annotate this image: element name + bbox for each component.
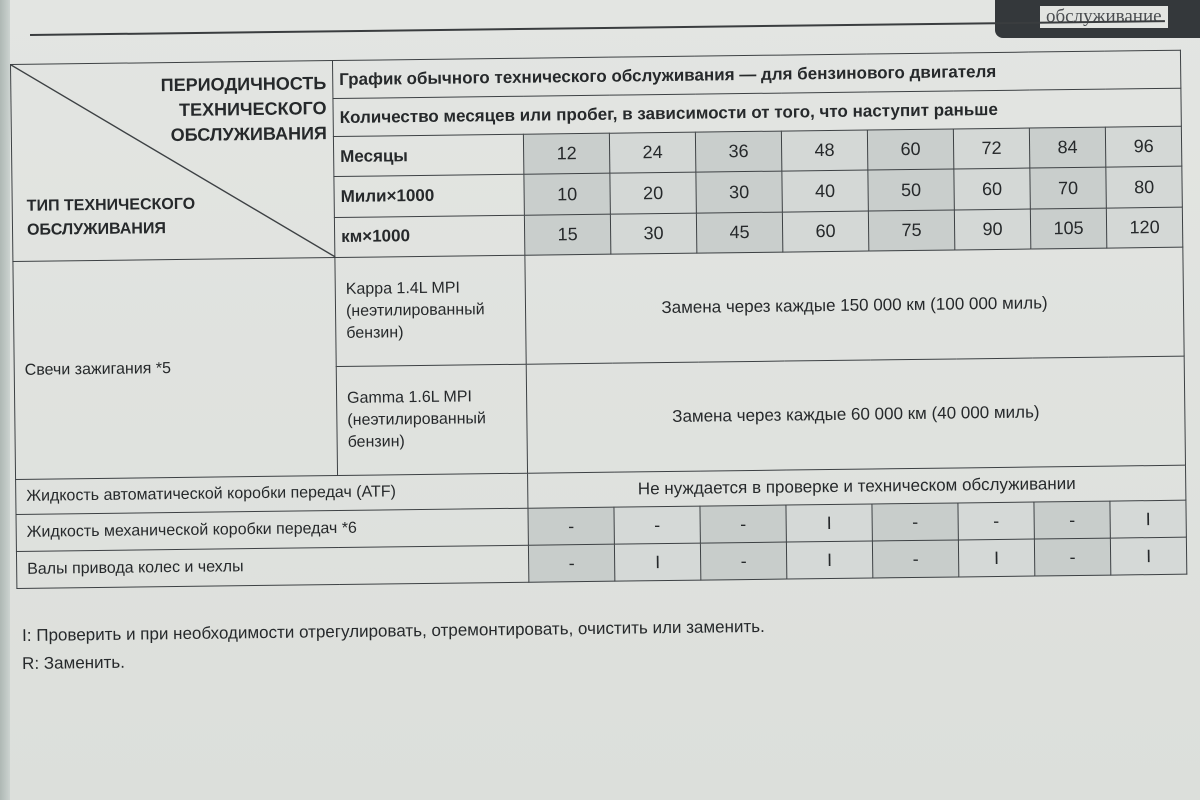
schedule-mark: - — [528, 544, 614, 582]
interval-value: 36 — [695, 131, 781, 172]
schedule-mark: I — [1110, 500, 1187, 538]
legend-r: R: Заменить. — [22, 652, 126, 673]
interval-value: 30 — [696, 172, 782, 213]
schedule-mark: - — [1034, 538, 1110, 576]
schedule-mark: - — [958, 502, 1034, 540]
engine-line: (неэтилированный — [347, 410, 487, 429]
atf-text: Не нуждается в проверке и техническом обслуживании — [528, 465, 1186, 508]
schedule-mark: I — [786, 504, 872, 542]
header-corner-cell — [11, 61, 335, 262]
interval-value: 24 — [609, 132, 695, 173]
section-title: обслуживание — [1040, 6, 1168, 28]
interval-label: км×1000 — [334, 215, 524, 258]
schedule-mark: - — [700, 505, 786, 543]
interval-value: 60 — [867, 129, 953, 170]
engine-line: Gamma 1.6L MPI — [347, 388, 472, 407]
interval-value: 60 — [782, 211, 868, 252]
interval-value: 80 — [1106, 167, 1183, 208]
spark-plug-interval-gamma: Замена через каждые 60 000 км (40 000 миль) — [526, 356, 1185, 473]
interval-value: 84 — [1029, 127, 1105, 168]
spark-plugs-label: Свечи зажигания *5 — [13, 258, 338, 480]
corner-top-label — [161, 71, 327, 148]
interval-label: Месяцы — [333, 134, 523, 177]
interval-value: 72 — [953, 128, 1029, 169]
schedule-mark: - — [872, 540, 958, 578]
interval-value: 15 — [524, 214, 610, 255]
interval-value: 12 — [523, 133, 609, 174]
engine-kappa — [335, 255, 526, 366]
interval-value: 45 — [696, 212, 782, 253]
schedule-mark: - — [700, 542, 786, 580]
atf-label: Жидкость автоматической коробки передач (ATF) — [16, 473, 528, 514]
interval-label: Мили×1000 — [334, 175, 524, 218]
schedule-mark: - — [1034, 501, 1110, 539]
interval-value: 70 — [1030, 168, 1106, 209]
spark-plug-interval-kappa: Замена через каждые 150 000 км (100 000 миль) — [525, 247, 1184, 364]
interval-value: 96 — [1105, 126, 1182, 167]
interval-value: 50 — [868, 169, 954, 210]
interval-value: 105 — [1030, 208, 1106, 249]
interval-value: 75 — [868, 210, 954, 251]
corner-bottom-label — [27, 193, 196, 243]
driveshaft-label: Валы привода колес и чехлы — [16, 545, 528, 588]
mtf-label: Жидкость механической коробки передач *6 — [16, 508, 528, 551]
schedule-mark: - — [614, 506, 700, 544]
corner-bottom-line: ОБСЛУЖИВАНИЯ — [26, 220, 167, 239]
interval-value: 48 — [781, 130, 867, 171]
engine-line: (неэтилированный — [345, 301, 485, 320]
corner-bottom-line: ТИП ТЕХНИЧЕСКОГО — [26, 195, 196, 215]
spark-plug-row-kappa — [13, 247, 1184, 370]
interval-note: Количество месяцев или пробег, в зависимости от того, что наступит раньше — [333, 88, 1181, 136]
schedule-mark: I — [958, 539, 1034, 577]
maintenance-table — [10, 50, 1187, 589]
schedule-mark: - — [528, 507, 614, 545]
interval-value: 30 — [610, 213, 696, 254]
engine-line: бензин) — [346, 324, 404, 342]
corner-top-line: ОБСЛУЖИВАНИЯ — [170, 123, 327, 146]
engine-gamma — [336, 364, 527, 475]
schedule-mark: I — [614, 543, 700, 581]
engine-line: Kappa 1.4L MPI — [345, 279, 461, 298]
corner-top-line: ПЕРИОДИЧНОСТЬ — [160, 73, 327, 96]
schedule-mark: I — [1110, 537, 1187, 575]
corner-top-line: ТЕХНИЧЕСКОГО — [178, 98, 327, 120]
engine-line: бензин) — [347, 433, 405, 451]
interval-value: 20 — [610, 173, 696, 214]
schedule-mark: - — [872, 503, 958, 541]
interval-value: 60 — [954, 169, 1030, 210]
schedule-title: График обычного технического обслуживания — для бензинового двигателя — [332, 50, 1180, 98]
maintenance-table-wrap — [10, 50, 1186, 589]
page-edge — [0, 0, 10, 800]
schedule-mark: I — [786, 541, 872, 579]
legend-i: I: Проверить и при необходимости отрегулировать, отремонтировать, очистить или заменить. — [22, 616, 765, 645]
interval-value: 40 — [782, 170, 868, 211]
interval-value: 90 — [954, 209, 1030, 250]
interval-value: 120 — [1106, 207, 1183, 248]
interval-value: 10 — [524, 174, 610, 215]
